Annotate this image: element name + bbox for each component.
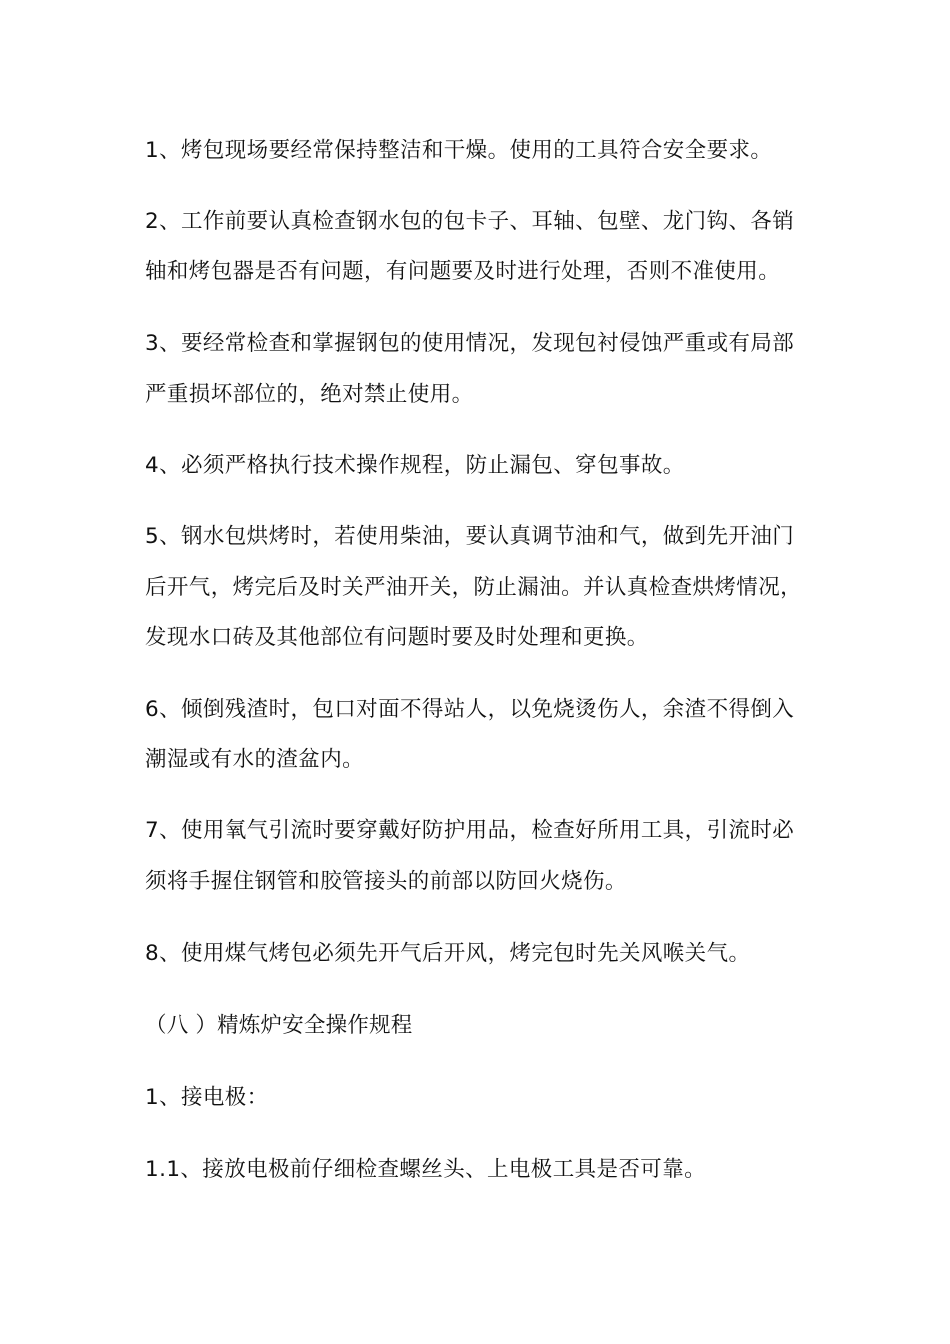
item-6-line-1: 6、倾倒残渣时，包口对面不得站人，以免烧烫伤人，余渣不得倒入 bbox=[145, 697, 795, 722]
item-5-line-3: 发现水口砖及其他部位有问题时要及时处理和更换。 bbox=[145, 625, 649, 650]
section-heading: （八 ）精炼炉安全操作规程 bbox=[145, 1013, 413, 1038]
item-3-line-1: 3、要经常检查和掌握钢包的使用情况，发现包衬侵蚀严重或有局部 bbox=[145, 331, 795, 356]
sub-item-1-1: 1.1、接放电极前仔细检查螺丝头、上电极工具是否可靠。 bbox=[145, 1157, 706, 1182]
item-2-line-2: 轴和烤包器是否有问题，有问题要及时进行处理，否则不准使用。 bbox=[145, 259, 781, 284]
item-1-line-1: 1、烤包现场要经常保持整洁和干燥。使用的工具符合安全要求。 bbox=[145, 138, 773, 163]
sub-item-1: 1、接电极： bbox=[145, 1085, 269, 1110]
item-4-line-1: 4、必须严格执行技术操作规程，防止漏包、穿包事故。 bbox=[145, 453, 685, 478]
item-7-line-2: 须将手握住钢管和胶管接头的前部以防回火烧伤。 bbox=[145, 869, 627, 894]
item-8-line-1: 8、使用煤气烤包必须先开气后开风，烤完包时先关风喉关气。 bbox=[145, 941, 751, 966]
item-2-line-1: 2、工作前要认真检查钢水包的包卡子、耳轴、包壁、龙门钩、各销 bbox=[145, 209, 795, 234]
item-5-line-2: 后开气，烤完后及时关严油开关，防止漏油。并认真检查烘烤情况， bbox=[145, 575, 803, 600]
item-6-line-2: 潮湿或有水的渣盆内。 bbox=[145, 747, 365, 772]
item-7-line-1: 7、使用氧气引流时要穿戴好防护用品，检查好所用工具，引流时必 bbox=[145, 818, 795, 843]
item-5-line-1: 5、钢水包烘烤时，若使用柴油，要认真调节油和气，做到先开油门 bbox=[145, 524, 795, 549]
item-3-line-2: 严重损坏部位的，绝对禁止使用。 bbox=[145, 382, 474, 407]
